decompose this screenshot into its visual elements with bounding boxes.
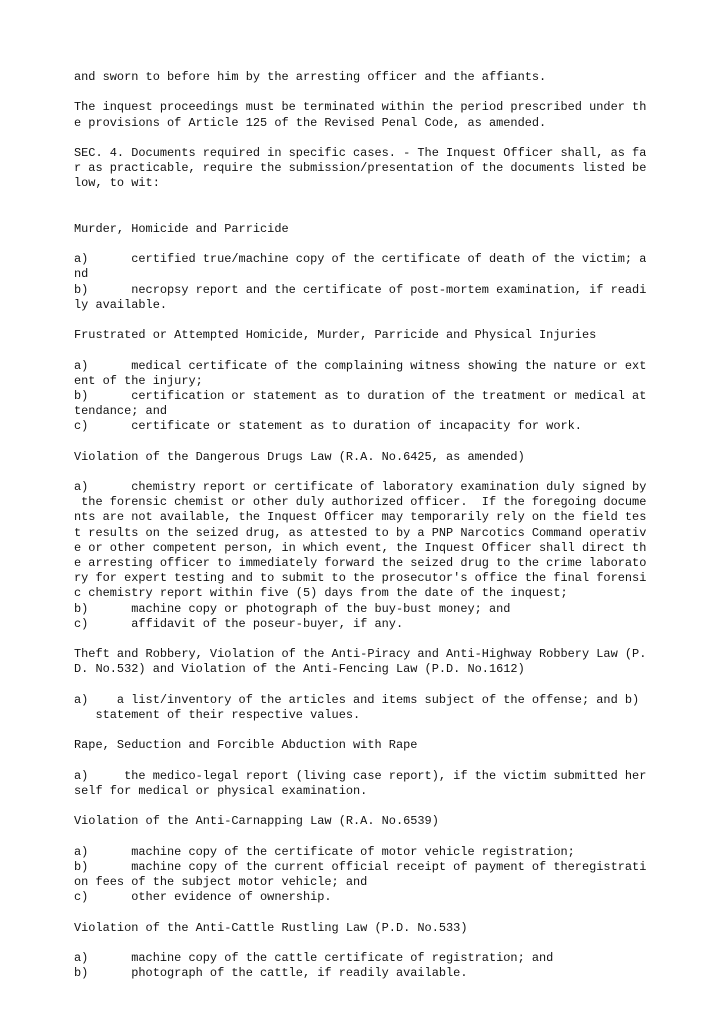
text-line: statement of their respective values. bbox=[74, 707, 361, 722]
blank-line bbox=[74, 632, 728, 647]
text-line: a) a list/inventory of the articles and items subject of the offense; and b) bbox=[74, 692, 640, 707]
text-line: e or other competent person, in which event, the Inquest Officer shall direct th bbox=[74, 540, 647, 555]
text-line: a) machine copy of the cattle certificate of registration; and bbox=[74, 950, 554, 965]
text-line: c chemistry report within five (5) days from the date of the inquest; bbox=[74, 586, 568, 601]
text-line: t results on the seized drug, as attested to by a PNP Narcotics Command operativ bbox=[74, 525, 647, 540]
blank-line bbox=[74, 192, 728, 207]
text-line: ent of the injury; bbox=[74, 373, 203, 388]
blank-line bbox=[74, 829, 728, 844]
blank-line bbox=[74, 85, 728, 100]
blank-line bbox=[74, 237, 728, 252]
text-line: Frustrated or Attempted Homicide, Murder, Parricide and Physical Injuries bbox=[74, 328, 597, 343]
text-line: c) certificate or statement as to duration of incapacity for work. bbox=[74, 419, 582, 434]
text-line: e arresting officer to immediately forward the seized drug to the crime laborato bbox=[74, 556, 647, 570]
blank-line bbox=[74, 465, 728, 480]
text-line: b) machine copy or photograph of the buy-bust money; and bbox=[74, 601, 511, 616]
text-line: a) medical certificate of the complaining witness showing the nature or ext bbox=[74, 358, 647, 373]
text-line: e provisions of Article 125 of the Revised Penal Code, as amended. bbox=[74, 115, 547, 130]
text-line: low, to wit: bbox=[74, 176, 160, 191]
text-line: on fees of the subject motor vehicle; and bbox=[74, 874, 368, 889]
blank-line bbox=[74, 905, 728, 920]
text-line: Violation of the Dangerous Drugs Law (R.A. No.6425, as amended) bbox=[74, 449, 525, 464]
text-line: a) chemistry report or certificate of laboratory examination duly signed by bbox=[74, 480, 647, 495]
text-line: self for medical or physical examination. bbox=[74, 783, 368, 798]
text-line: SEC. 4. Documents required in specific cases. - The Inquest Officer shall, as fa bbox=[74, 145, 647, 160]
text-line: Theft and Robbery, Violation of the Anti-Piracy and Anti-Highway Robbery Law (P. bbox=[74, 647, 647, 662]
blank-line bbox=[74, 753, 728, 768]
blank-line bbox=[74, 207, 728, 222]
text-line: b) photograph of the cattle, if readily available. bbox=[74, 966, 468, 981]
text-line: nd bbox=[74, 267, 89, 282]
text-line: Rape, Seduction and Forcible Abduction with Rape bbox=[74, 738, 418, 753]
text-line: r as practicable, require the submission/presentation of the documents listed be bbox=[74, 161, 647, 176]
text-line: a) the medico-legal report (living case report), if the victim submitted her bbox=[74, 768, 647, 783]
text-line: a) certified true/machine copy of the certificate of death of the victim; a bbox=[74, 252, 647, 267]
text-line: tendance; and bbox=[74, 404, 168, 419]
blank-line bbox=[74, 799, 728, 814]
blank-line bbox=[74, 723, 728, 738]
text-line: and sworn to before him by the arresting officer and the affiants. bbox=[74, 70, 547, 84]
text-line: Violation of the Anti-Cattle Rustling Law (P.D. No.533) bbox=[74, 920, 468, 935]
text-line: ly available. bbox=[74, 297, 168, 312]
text-line: D. No.532) and Violation of the Anti-Fencing Law (P.D. No.1612) bbox=[74, 662, 525, 677]
blank-line bbox=[74, 131, 728, 146]
text-line: b) certification or statement as to duration of the treatment or medical at bbox=[74, 388, 647, 403]
text-line: The inquest proceedings must be terminated within the period prescribed under th bbox=[74, 100, 647, 115]
blank-line bbox=[74, 313, 728, 328]
text-line: ry for expert testing and to submit to the prosecutor's office the final forensi bbox=[74, 571, 647, 586]
blank-line bbox=[74, 936, 728, 951]
text-line: Murder, Homicide and Parricide bbox=[74, 221, 289, 236]
text-line: c) other evidence of ownership. bbox=[74, 890, 332, 905]
text-line: a) machine copy of the certificate of motor vehicle registration; bbox=[74, 844, 575, 859]
text-line: Violation of the Anti-Carnapping Law (R.A. No.6539) bbox=[74, 814, 439, 829]
blank-line bbox=[74, 678, 728, 693]
text-line: b) necropsy report and the certificate of post-mortem examination, if readi bbox=[74, 282, 647, 297]
blank-line bbox=[74, 435, 728, 450]
text-line: b) machine copy of the current official receipt of payment of theregistrati bbox=[74, 859, 647, 874]
text-line: nts are not available, the Inquest Officer may temporarily rely on the field tes bbox=[74, 510, 647, 525]
text-line: c) affidavit of the poseur-buyer, if any. bbox=[74, 616, 404, 631]
text-line: the forensic chemist or other duly authorized officer. If the foregoing docume bbox=[74, 495, 647, 510]
blank-line bbox=[74, 343, 728, 358]
